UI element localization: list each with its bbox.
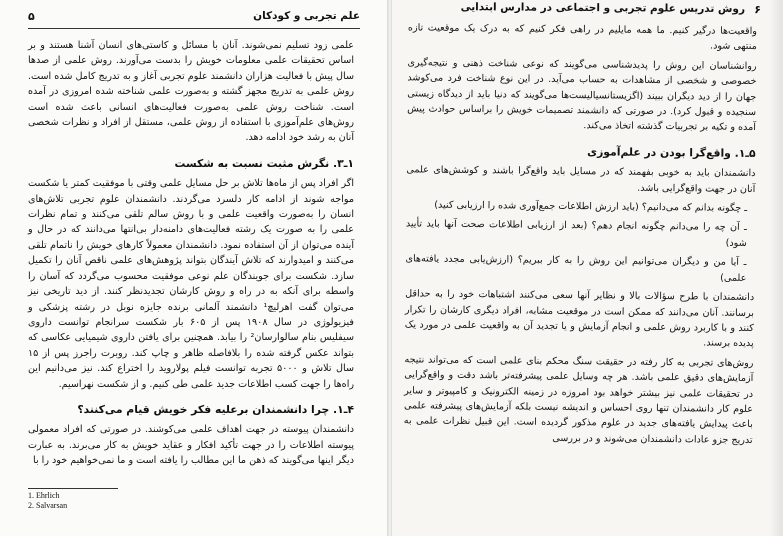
page-edge-shadow bbox=[769, 0, 783, 536]
page-body bbox=[404, 20, 757, 452]
header-title: روش تدریس علوم تجربی و اجتماعی در مدارس ابتدایی bbox=[460, 1, 746, 16]
page-body bbox=[28, 38, 354, 473]
footnote: 2. Salvarsan bbox=[28, 501, 68, 510]
body-paragraph: دانشمندان پیوسته در جهت اهداف علمی می‌کوشند. در صورتی که افراد معمولی پیوسته اطلاعات را در جهت تأکید افکار و عقاید خویش به کار می‌برند. به عبارت دیگر اینها می‌گویند که ذهن ما این مطالب را یافته است و ما نمی‌خواهیم خود را با bbox=[28, 424, 354, 467]
intro-paragraph: علمی زود تسلیم نمی‌شوند. آنان با مسائل و کاستی‌های انسان آشنا هستند و بر اساس تحقیقات علمی معلومات خویش را بدست می‌آورند. روش علمی از صدها سال پیش با فعالیت هزاران دانشمند علوم تجربی آغاز و به تدریج کامل شده است. روش علمی به تدریج مجهز گشته و به‌صورت علمی شناخته شده امروزی در آمده است. شناخت روش علمی به‌صورت فعالیت‌های انسانی باعث شده است روش‌های علم‌آموزی با استفاده از روش علمی، مستقل از افراد و نظرات شخصی آنان به رشد خود ادامه دهد. bbox=[28, 40, 354, 144]
left-book-page bbox=[0, 0, 388, 536]
section-heading: ۵ـ۱. واقع‌گرا بودن در علم‌آموزی bbox=[587, 145, 756, 160]
page-number: ۶ bbox=[754, 3, 762, 17]
body-paragraph: اگر افراد پس از ماه‌ها تلاش بر حل مسایل علمی وقتی با موفقیت کمتر یا شکست مواجه شوند از ادامه کار دلسرد می‌گردند. دانشمندان علوم تجربی تلاش‌های انسان را به‌صورت واقعیت علمی و با روش سالم تلقی می‌کنند و تمام نظرات علمی را به صورت یک رشته فعالیت‌های دامنه‌دار بی‌انتها می‌دانند که در حال و آینده می‌توان از آن استفاده نمود. دانشمندان معمولاً کارهای خویش را ناتمام تلقی می‌کنند و امیدوارند که تلاش آیندگان بتواند پژوهش‌های علمی ناقص آنان را تکمیل سازد. شکست برای جویندگان علم نوعی موفقیت محسوب می‌گردد که آسان را واسطه برای آنکه به در راه و روش کارشان تجدیدنظر کنند. از دید تاریخی نیز می‌توان گفت اهرلیچ¹ دانشمند آلمانی برنده جایزه نوبل در رشته پزشکی و فیزیولوژی در سال ۱۹۰۸ پس از ۶۰۵ بار شکست سرانجام توانست داروی سیفلیس بنام سالوارسان² را بیابد. همچنین برای یافتن داروی شیمیایی عکاسی که بتواند عکس گرفته شده را بلافاصله ظاهر و چاپ کند. روبرت راجرز پس از ۱۵ سال تلاش و ۵۰۰۰ تجربه توانست فیلم پولاروید را اختراع کند. نیز می‌دانیم این راه‌ها را جهت کسب اطلاعات جدید علمی طی کنیم. و از شکست نهراسیم. bbox=[28, 178, 355, 390]
footnote-divider bbox=[28, 488, 118, 489]
intro-paragraph: روانشناسان این روش را پدیدشناسی می‌گویند که نوعی شناخت ذهنی و نتیجه‌گیری خصوصی و شخصی از مشاهدات به حساب می‌آید. در این نوع شناخت فرد می‌کوشد جهان را از دید دیگران ببیند (اگزیستانسیالیست‌ها می‌گویند که دنیا باید از دیدگاه زیستی سنجیده و قبول کرد). در صورتی که دانشمند تصمیمات خویش را براساس حوادث پیش آمده و تکیه بر تجربیات گذشته اتخاذ می‌کند. bbox=[407, 57, 757, 134]
running-header bbox=[412, 1, 761, 21]
section-heading: ۴ـ۱. چرا دانشمندان برعلیه فکر خویش قیام می‌کنند؟ bbox=[77, 402, 354, 416]
footnote: 1. Ehrlich bbox=[28, 491, 60, 500]
intro-paragraph: واقعیت‌ها درگیر کنیم. ما همه مایلیم در راهی فکر کنیم که به درک یک موقعیت تازه منتهی شود. bbox=[407, 22, 757, 53]
body-paragraph: دانشمندان با طرح سؤالات بالا و نظایر آنها سعی می‌کنند اشتباهات خود را به حداقل برسانند. آنان می‌دانند که ممکن است در موقعیت مشابه، افراد دیگری کارشان را تکرار کنند و با کاربرد روش علمی و انجام آزمایش و یا تجدید آن به واقعیت علمی در مورد یک پدیده برسند. bbox=[404, 288, 755, 350]
body-paragraph: روش‌های تجربی به کار رفته در حقیقت سنگ محکم بنای علمی است که می‌تواند نتیجه آزمایش‌های دقیق علمی باشد. هر چه وسایل علمی پیشرفته‌تر باشد دقت و واقع‌گرایی در تحقیقات علمی نیز بیشتر خواهد بود امروزه در زمینه الکترونیک و کامپیوتر و سایر علوم کار دانشمندان تنها روی احساس و اندیشه نیست بلکه آزمایش‌های پیشرفته علمی باعث پیدایش یافته‌های جدید در علوم مذکور گردیده است. این قبیل نظرات علمی به تدریج جزو عادات دانشمندان می‌شوند و در بررسی bbox=[403, 354, 754, 446]
page-number: ۵ bbox=[28, 10, 35, 23]
footnotes bbox=[28, 491, 67, 511]
running-header bbox=[28, 10, 360, 29]
body-paragraph: دانشمندان باید به خوبی بفهمند که در مسایل باید واقع‌گرا باشند و کوشش‌های علمی آنان در جهت واقع‌گرایی باشد. bbox=[406, 164, 756, 195]
section-heading: ۱ـ۳. نگرش مثبت نسبت به شکست bbox=[174, 156, 354, 170]
bullet-item: ـ آن چه را می‌دانم چگونه انجام دهم؟ (بعد از ارزیابی اطلاعات صحت آنها باید تأیید شود) bbox=[405, 218, 747, 249]
header-title: علم تجربی و کودکان bbox=[253, 10, 360, 22]
bullet-item: ـ چگونه بدانم که می‌دانیم؟ (باید ارزش اطلاعات جمع‌آوری شده را ارزیابی کنید) bbox=[434, 199, 748, 214]
right-book-page bbox=[392, 0, 783, 536]
bullet-item: ـ آیا من و دیگران می‌توانیم این روش را به کار ببریم؟ (ارزش‌یابی مجدد یافته‌های علمی) bbox=[405, 253, 747, 284]
